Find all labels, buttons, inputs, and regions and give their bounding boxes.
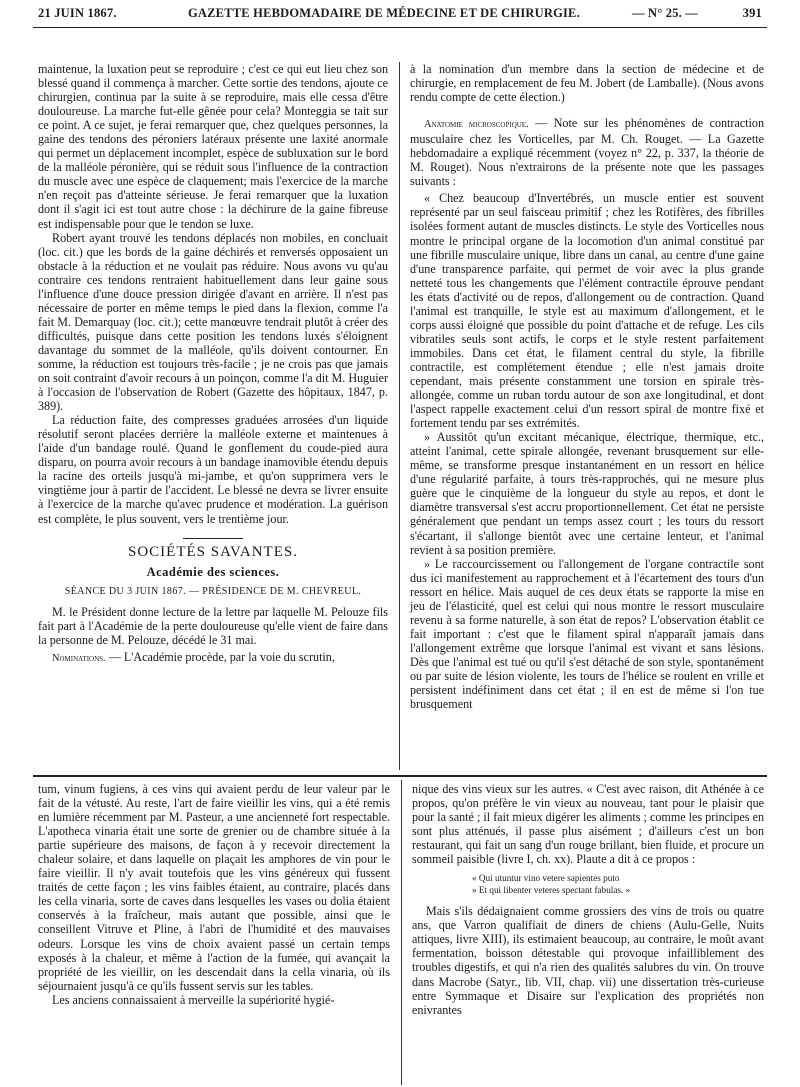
left-column-top bbox=[38, 62, 388, 664]
anatomie-text: — Note sur les phénomènes de contraction musculaire chez les Vorticelles, par M. Ch. Rouget. — La Gazette hebdomadaire a expliqué récemment (voyez n° 22, p. 337, la théorie de M. Rouget). Nous n'extrairons de la présente note que les passages suivants : bbox=[410, 116, 764, 189]
verse-line: » Et qui libenter veteres spectant fabulas. » bbox=[472, 885, 631, 896]
paragraph: Les anciens connaissaient à merveille la supériorité hygié- bbox=[52, 992, 335, 1007]
paragraph: Mais s'ils dédaignaient comme grossiers des vins de trois ou quatre ans, que Varron qualifiait de diners de chiens (Aulu-Gelle, Nuits attiques, livre XIII), ils estimaient beaucoup, au contraire, le moût avant fermentation, boisson détestable qui provoque infailliblement des troubles digestifs, et qui n'a rien des qualités salubres du vin. On trouve dans Macrobe (Satyr., lib. VII, chap. vii) une dissertation très-curieuse entre Symmaque et Disaire sur l'explication des propriétés non enivrantes bbox=[412, 904, 764, 1017]
paragraph: Robert ayant trouvé les tendons déplacés non mobiles, en concluait (loc. cit.) que les bords de la gaine déchirés et renversés opposaient un obstacle à la réduction et ne voulait pas réduire. Nous avons vu qu'au contraire ces tendons rentraient habituellement dans leur gaine sous l'influence d'une douce pression dirigée d'avant en arrière. Il n'est pas nécessaire de porter en même temps le pied dans la flexion, comme l'a fait M. Demarquay (loc. cit.); cette manœuvre tendrait plutôt à créer des difficultés, puisque dans cette position les tendons luxés s'éloignent davantage du sommet de la malléole, qu'ils doivent contourner. En somme, la réduction est toujours très-facile ; je ne crois pas que jamais on soit contraint d'avoir recours à un poinçon, comme l'a dit M. Huguier à l'occasion de l'observation de Robert (Gazette des hôpitaux, 1847, p. 389). bbox=[38, 230, 388, 414]
right-column-top bbox=[410, 62, 764, 770]
paragraph: maintenue, la luxation peut se reproduire ; c'est ce qui eut lieu chez son blessé quand il commença à marcher. Cette sortie des tendons, ajoute ce chirurgien, continua par la suite à se reproduire, mais elle cessa d'être douloureuse. La marche fut-elle gênée pour cela? Monteggia se tait sur ce point. A ce sujet, je ferai remarquer que, chez quelques personnes, la gaine des tendons des péroniers latéraux présente une laxité anormale qui permet un déplacement incomplet, espèce de subluxation sur le bord de la malléole péronière, qui se réduit sous l'influence de la contraction du muscle avec une espèce de claquement; mais l'exercice de la marche n'en reçoit pas d'atteinte sérieuse. Je ferai remarquer que la luxation dont il s'agit ici est tout autre chose : la déchirure de la gaine fibreuse est indispensable pour que le tendon se luxe. bbox=[38, 62, 388, 231]
header-date: 21 JUIN 1867. bbox=[38, 6, 117, 20]
short-separator bbox=[183, 538, 243, 539]
nominations-label: Nominations. bbox=[52, 652, 106, 664]
bottom-left-column bbox=[38, 782, 390, 1082]
paragraph: M. le Président donne lecture de la lettre par laquelle M. Pelouze fils fait part à l'Académie de la perte douloureuse qu'elle vient de faire dans la personne de M. Pelouze, décédé le 31 mai. bbox=[38, 604, 388, 647]
section-divider-rule bbox=[33, 775, 767, 777]
quote-paragraph: « Chez beaucoup d'Invertébrés, un muscle entier est souvent représenté par un seul faisceau primitif ; chez les Rotifères, des fibrilles isolées forment autant de muscles distincts. Le style des Vorticelles nous montre le principal organe de la locomotion d'un animal constitué par une fibrille musculaire unique, libre dans un canal, au centre d'une gaine d'une transparence parfaite, qui permet de voir avec la plus grande netteté tous les changements que l'élément contractile éprouve pendant les états d'activité ou de repos, d'allongement ou de contraction. Quand l'animal est tranquille, le style est au maximum d'allongement, et le corps aussi éloigné que possible du point d'attache et de refuge. Les cils vibratiles seuls sont actifs, le corps et le style restent parfaitement immobiles. Dans cet état, le filament central du style, la fibrille contractile, est complétement étendue ; elle n'est jamais droite cependant, mais présente constamment une torsion en spirale très-allongée, comme un ruban tordu autour de son axe longitudinal, et dont l'aspect rappelle exactement celui d'un ressort spiral de montre fixé et fortement tendu par ses extrémités. bbox=[410, 191, 764, 431]
header-page-number: 391 bbox=[742, 6, 762, 20]
latin-verse bbox=[472, 872, 764, 896]
paragraph: nique des vins vieux sur les autres. « C'est avec raison, dit Athénée à ce propos, qu'on préfère le vin vieux au nouveau, tant pour le plaisir que pour la santé ; il fait mieux digérer les aliments ; comme les principes en sont plus atténués, il passe plus aisément ; d'ailleurs c'est un bon restaurant, qui fait un sang d'un rouge brillant, bien fluide, et procure un sommeil paisible (livre I, ch. xx). Plaute a dit à ce propos : bbox=[412, 782, 764, 867]
section-subtitle: Académie des sciences. bbox=[146, 564, 280, 579]
header-rule bbox=[33, 27, 767, 28]
quote-paragraph: » Le raccourcissement ou l'allongement de l'organe contractile sont dus ici manifestement au rapprochement et à l'écartement des tours d'un ressort en hélice. Mais auquel de ces deux états se rapporte la mise en jeu de l'élasticité, quel est celui qui nous montre le ressort musculaire revenu à sa forme naturelle, à son état de repos? L'observation établit ce fait important : c'est que le filament spiral n'apparaît jamais dans l'allongement extrême que lorsque l'animal est vivant et sans lésions. Dès que l'animal est tué ou qu'il s'est détaché de son style, spontanément ou par suite de lésion violente, les tours de l'hélice se roulent en vrille et persistent indéfiniment dans cet état ; il en est de même si l'on tue brusquement bbox=[410, 556, 764, 712]
paragraph bbox=[410, 116, 764, 188]
column-divider-bottom bbox=[401, 780, 402, 1085]
paragraph bbox=[38, 650, 388, 666]
quote-paragraph: » Aussitôt qu'un excitant mécanique, électrique, thermique, etc., atteint l'animal, cette spirale allongée, revenant brusquement sur elle-même, se transforme presque instantanément en un ressort en hélice d'une régularité parfaite, à tours très-rapprochés, qui ne mesure plus guère que le cinquième de la longueur du style au repos, et dont le diamètre transversal s'est accru proportionnellement. Cet état ne persiste généralement que pendant un temps assez court ; les tours du ressort s'écartant, il s'allonge bientôt avec une certaine lenteur, et l'animal revient à sa position première. bbox=[410, 430, 764, 557]
column-divider-top bbox=[399, 62, 400, 770]
anatomie-label: Anatomie microscopique. bbox=[424, 119, 529, 131]
header-issue-number: — N° 25. — bbox=[631, 6, 698, 20]
bottom-right-column bbox=[412, 782, 764, 1082]
nominations-text: — L'Académie procède, par la voie du scrutin, bbox=[105, 649, 335, 664]
seance-line: SÉANCE DU 3 JUIN 1867. — PRÉSIDENCE DE M. CHEVREUL. bbox=[64, 585, 362, 597]
page-header bbox=[38, 2, 762, 26]
header-journal-title: GAZETTE HEBDOMADAIRE DE MÉDECINE ET DE CHIRURGIE. bbox=[188, 6, 580, 20]
verse-line: « Qui utuntur vino vetere sapientes puto bbox=[472, 873, 620, 884]
paragraph: tum, vinum fugiens, à ces vins qui avaient perdu de leur valeur par le fait de la vétusté. Au reste, l'art de faire vieillir les vins, qui a été remis en lumière récemment par M. Pasteur, a une ancienneté fort respectable. L'apotheca vinaria était une sorte de grenier ou de chambre située à la partie supérieure des maisons, de façon à y recevoir directement la chaleur solaire, et dans laquelle on plaçait les amphores de vin pour le faire vieillir. Il n'y avait toutefois que les vins généreux qui fussent traités de cette façon ; les vins faibles étaient, au contraire, placés dans les cella vinaria, sorte de caves dans lesquelles les vases ou dolia étaient conservés à la fraîcheur, mais autant que possible, ainsi que le conseillent Vitruve et Pline, à l'abri de l'humidité et des mauvaises odeurs. Lorsque les vins de choix avaient passé un certain temps exposés à la chaleur, et même à l'action de la fumée, qui avançait la propriété de les vieillir, on les descendait dans la cella vinaria, où ils séjournaient jusqu'à ce qu'ils fussent servis sur les tables. bbox=[38, 782, 390, 993]
paragraph: à la nomination d'un membre dans la section de médecine et de chirurgie, en remplacement de feu M. Jobert (de Lamballe). (Nous avons rendu compte de cette élection.) bbox=[410, 62, 764, 105]
section-title: SOCIÉTÉS SAVANTES. bbox=[128, 543, 298, 560]
paragraph: La réduction faite, des compresses graduées arrosées d'un liquide résolutif seront placées derrière la malléole externe et maintenues à l'aide d'un bandage roulé. Quand le gonflement du coude-pied aura disparu, on pourra avoir recours à un bandage inamovible étendu depuis la racine des orteils jusqu'à mi-jambe, et qu'on supprimera vers le vingtième jour à partir de l'accident. Le blessé ne devra se livrer ensuite à l'exercice de la marche qu'avec prudence et modération. La guérison est complète, le plus souvent, vers le trentième jour. bbox=[38, 413, 388, 526]
